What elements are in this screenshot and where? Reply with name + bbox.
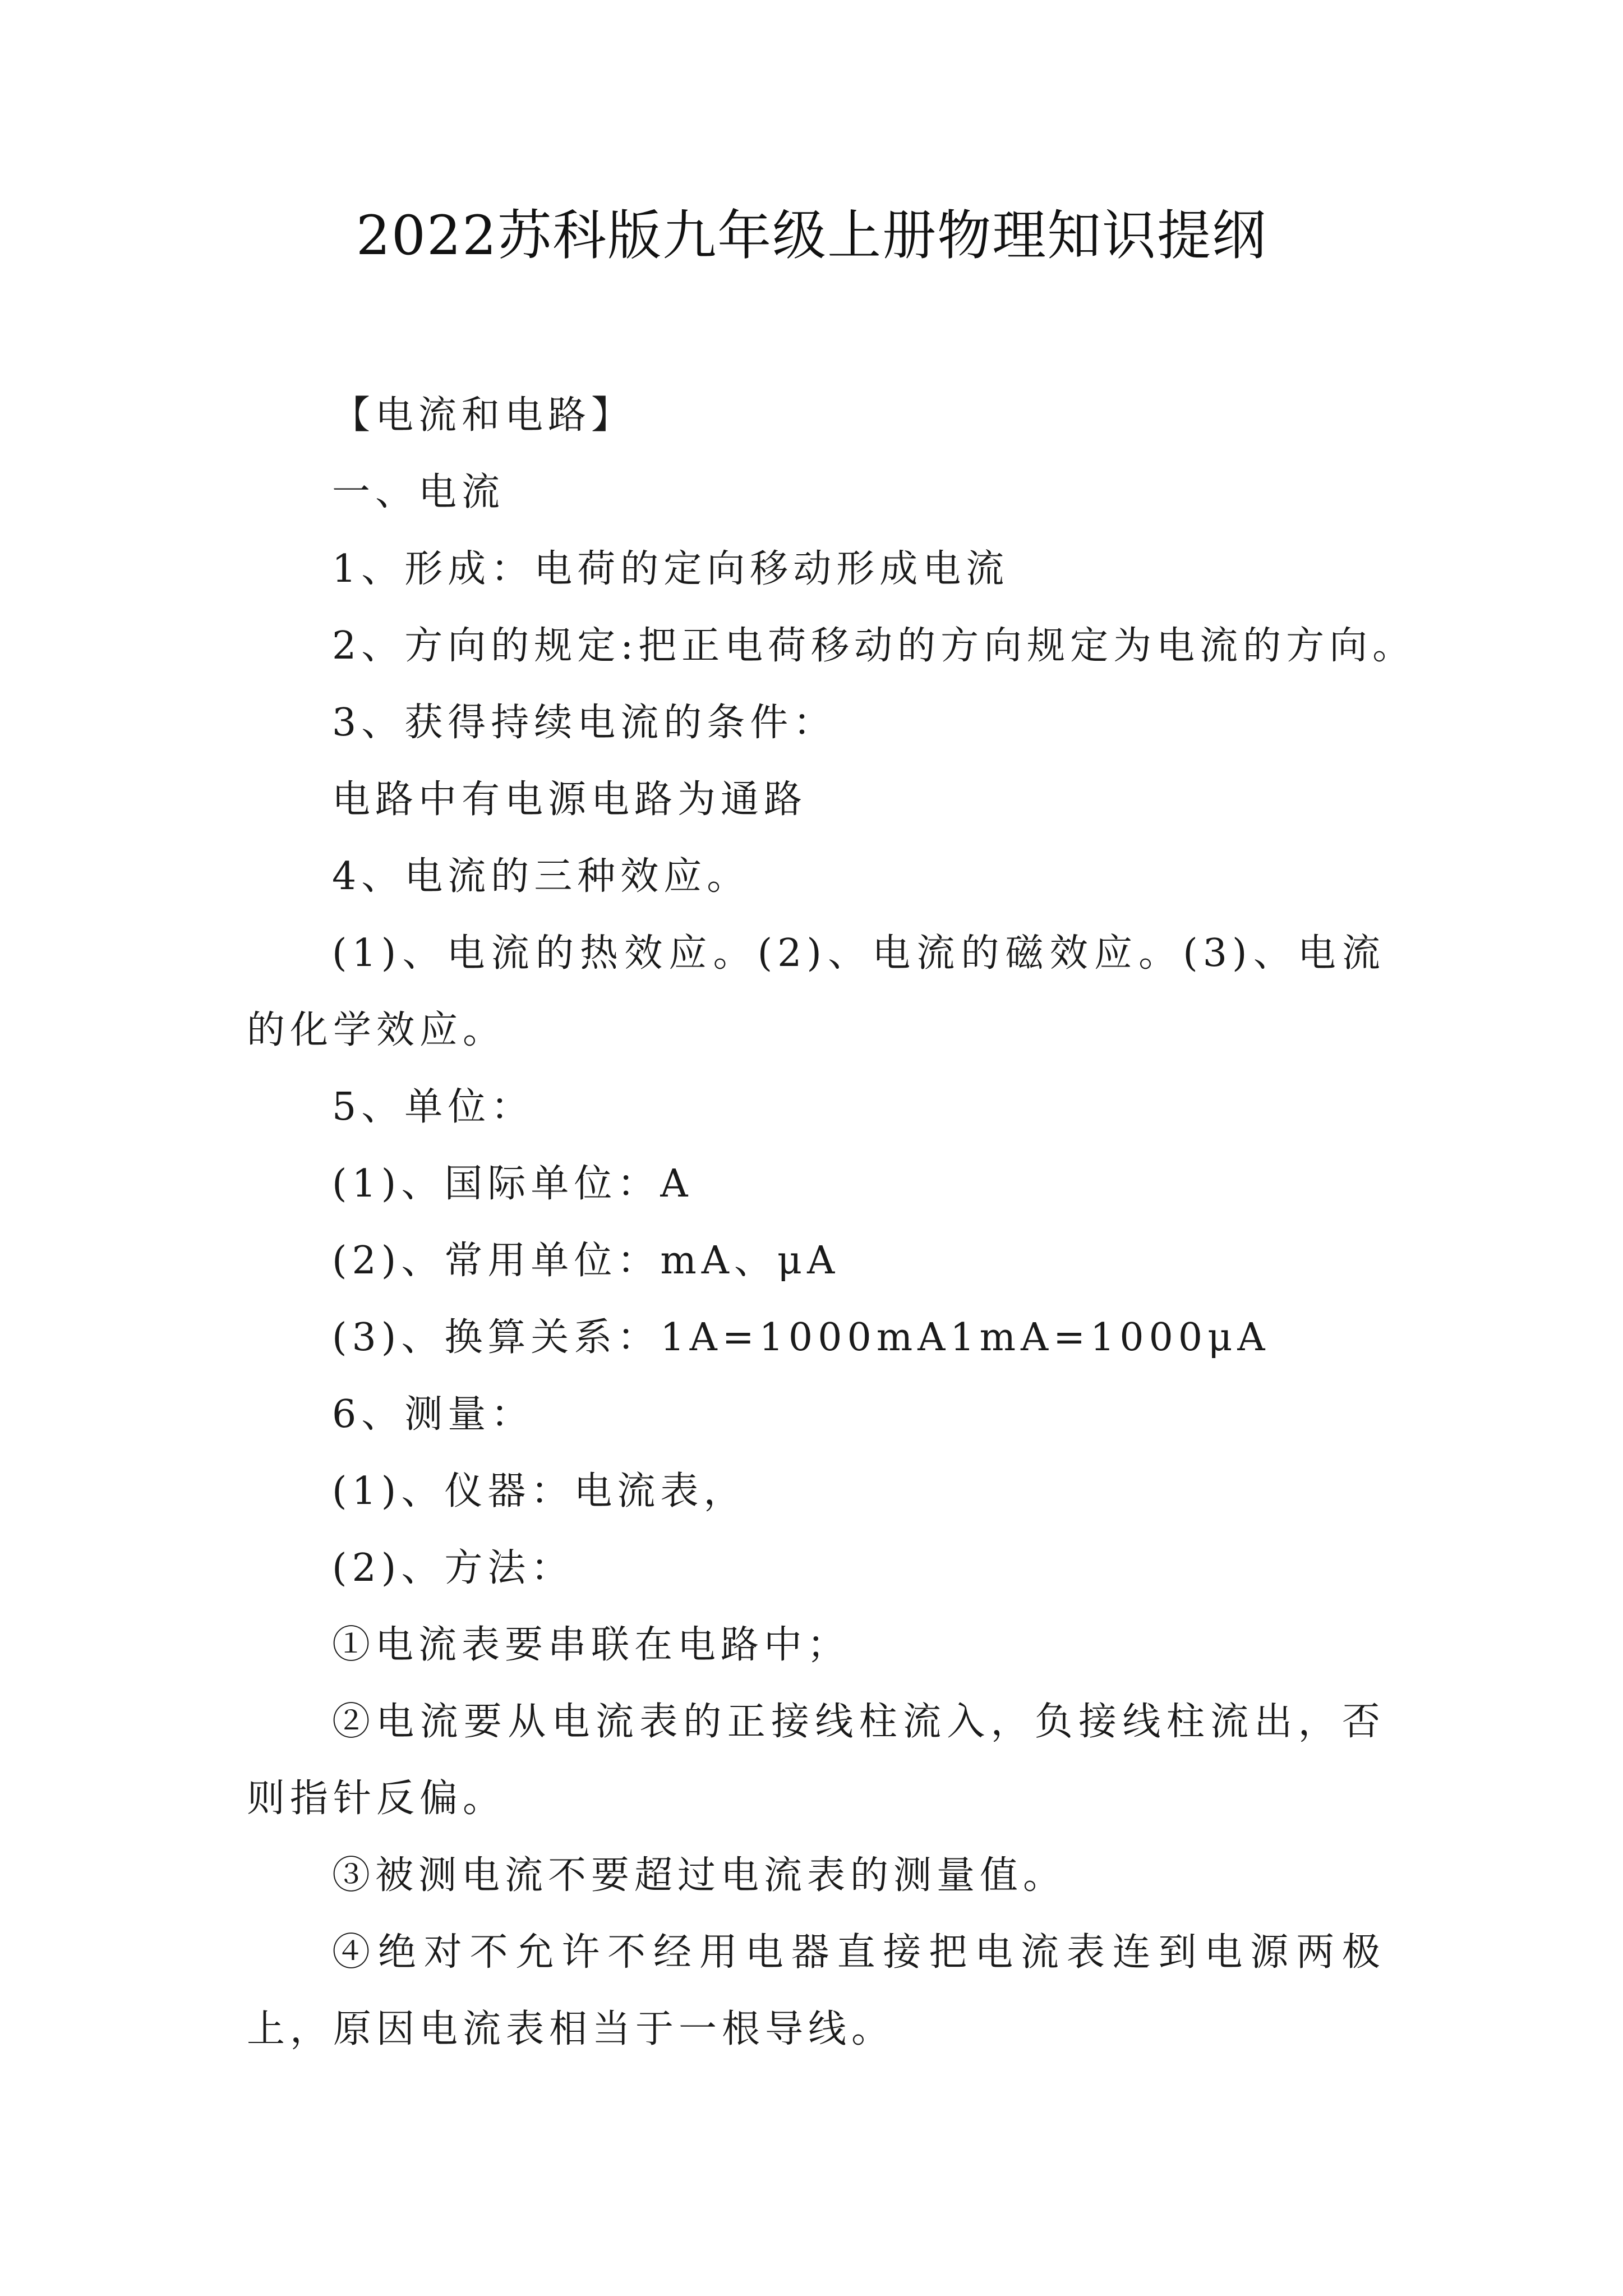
- paragraph: 电路中有电源电路为通路: [332, 777, 808, 822]
- paragraph: (3)、换算关系：1A=1000mA1mA=1000μA: [332, 1315, 1270, 1360]
- paragraph: (1)、国际单位：A: [332, 1162, 693, 1206]
- paragraph: 4、电流的三种效应。: [332, 854, 750, 899]
- subsection-heading: 一、电流: [332, 470, 505, 514]
- paragraph: (1)、电流的热效应。(2)、电流的磁效应。(3)、电流的化学效应。: [247, 931, 1385, 1052]
- paragraph: ③被测电流不要超过电流表的测量值。: [332, 1853, 1067, 1898]
- paragraph: (1)、仪器：电流表，: [332, 1469, 747, 1513]
- paragraph: ④绝对不允许不经用电器直接把电流表连到电源两极上，原因电流表相当于一根导线。: [247, 1930, 1385, 2051]
- document-body: [247, 377, 1416, 2068]
- section-heading: 【电流和电路】: [332, 393, 635, 438]
- document-title: 2022苏科版九年级上册物理知识提纲: [356, 204, 1267, 267]
- paragraph: 3、获得持续电流的条件：: [332, 701, 837, 745]
- paragraph: 5、单位：: [332, 1085, 534, 1129]
- paragraph: 6、测量：: [332, 1392, 534, 1437]
- paragraph: 2、方向的规定:把正电荷移动的方向规定为电流的方向。: [332, 624, 1416, 668]
- paragraph: 1、形成：电荷的定向移动形成电流: [332, 547, 1009, 591]
- paragraph: ②电流要从电流表的正接线柱流入，负接线柱流出，否则指针反偏。: [247, 1700, 1385, 1821]
- paragraph: (2)、方法：: [332, 1546, 574, 1590]
- paragraph: ①电流表要串联在电路中；: [332, 1623, 851, 1667]
- paragraph: (2)、常用单位：mA、μA: [332, 1239, 840, 1283]
